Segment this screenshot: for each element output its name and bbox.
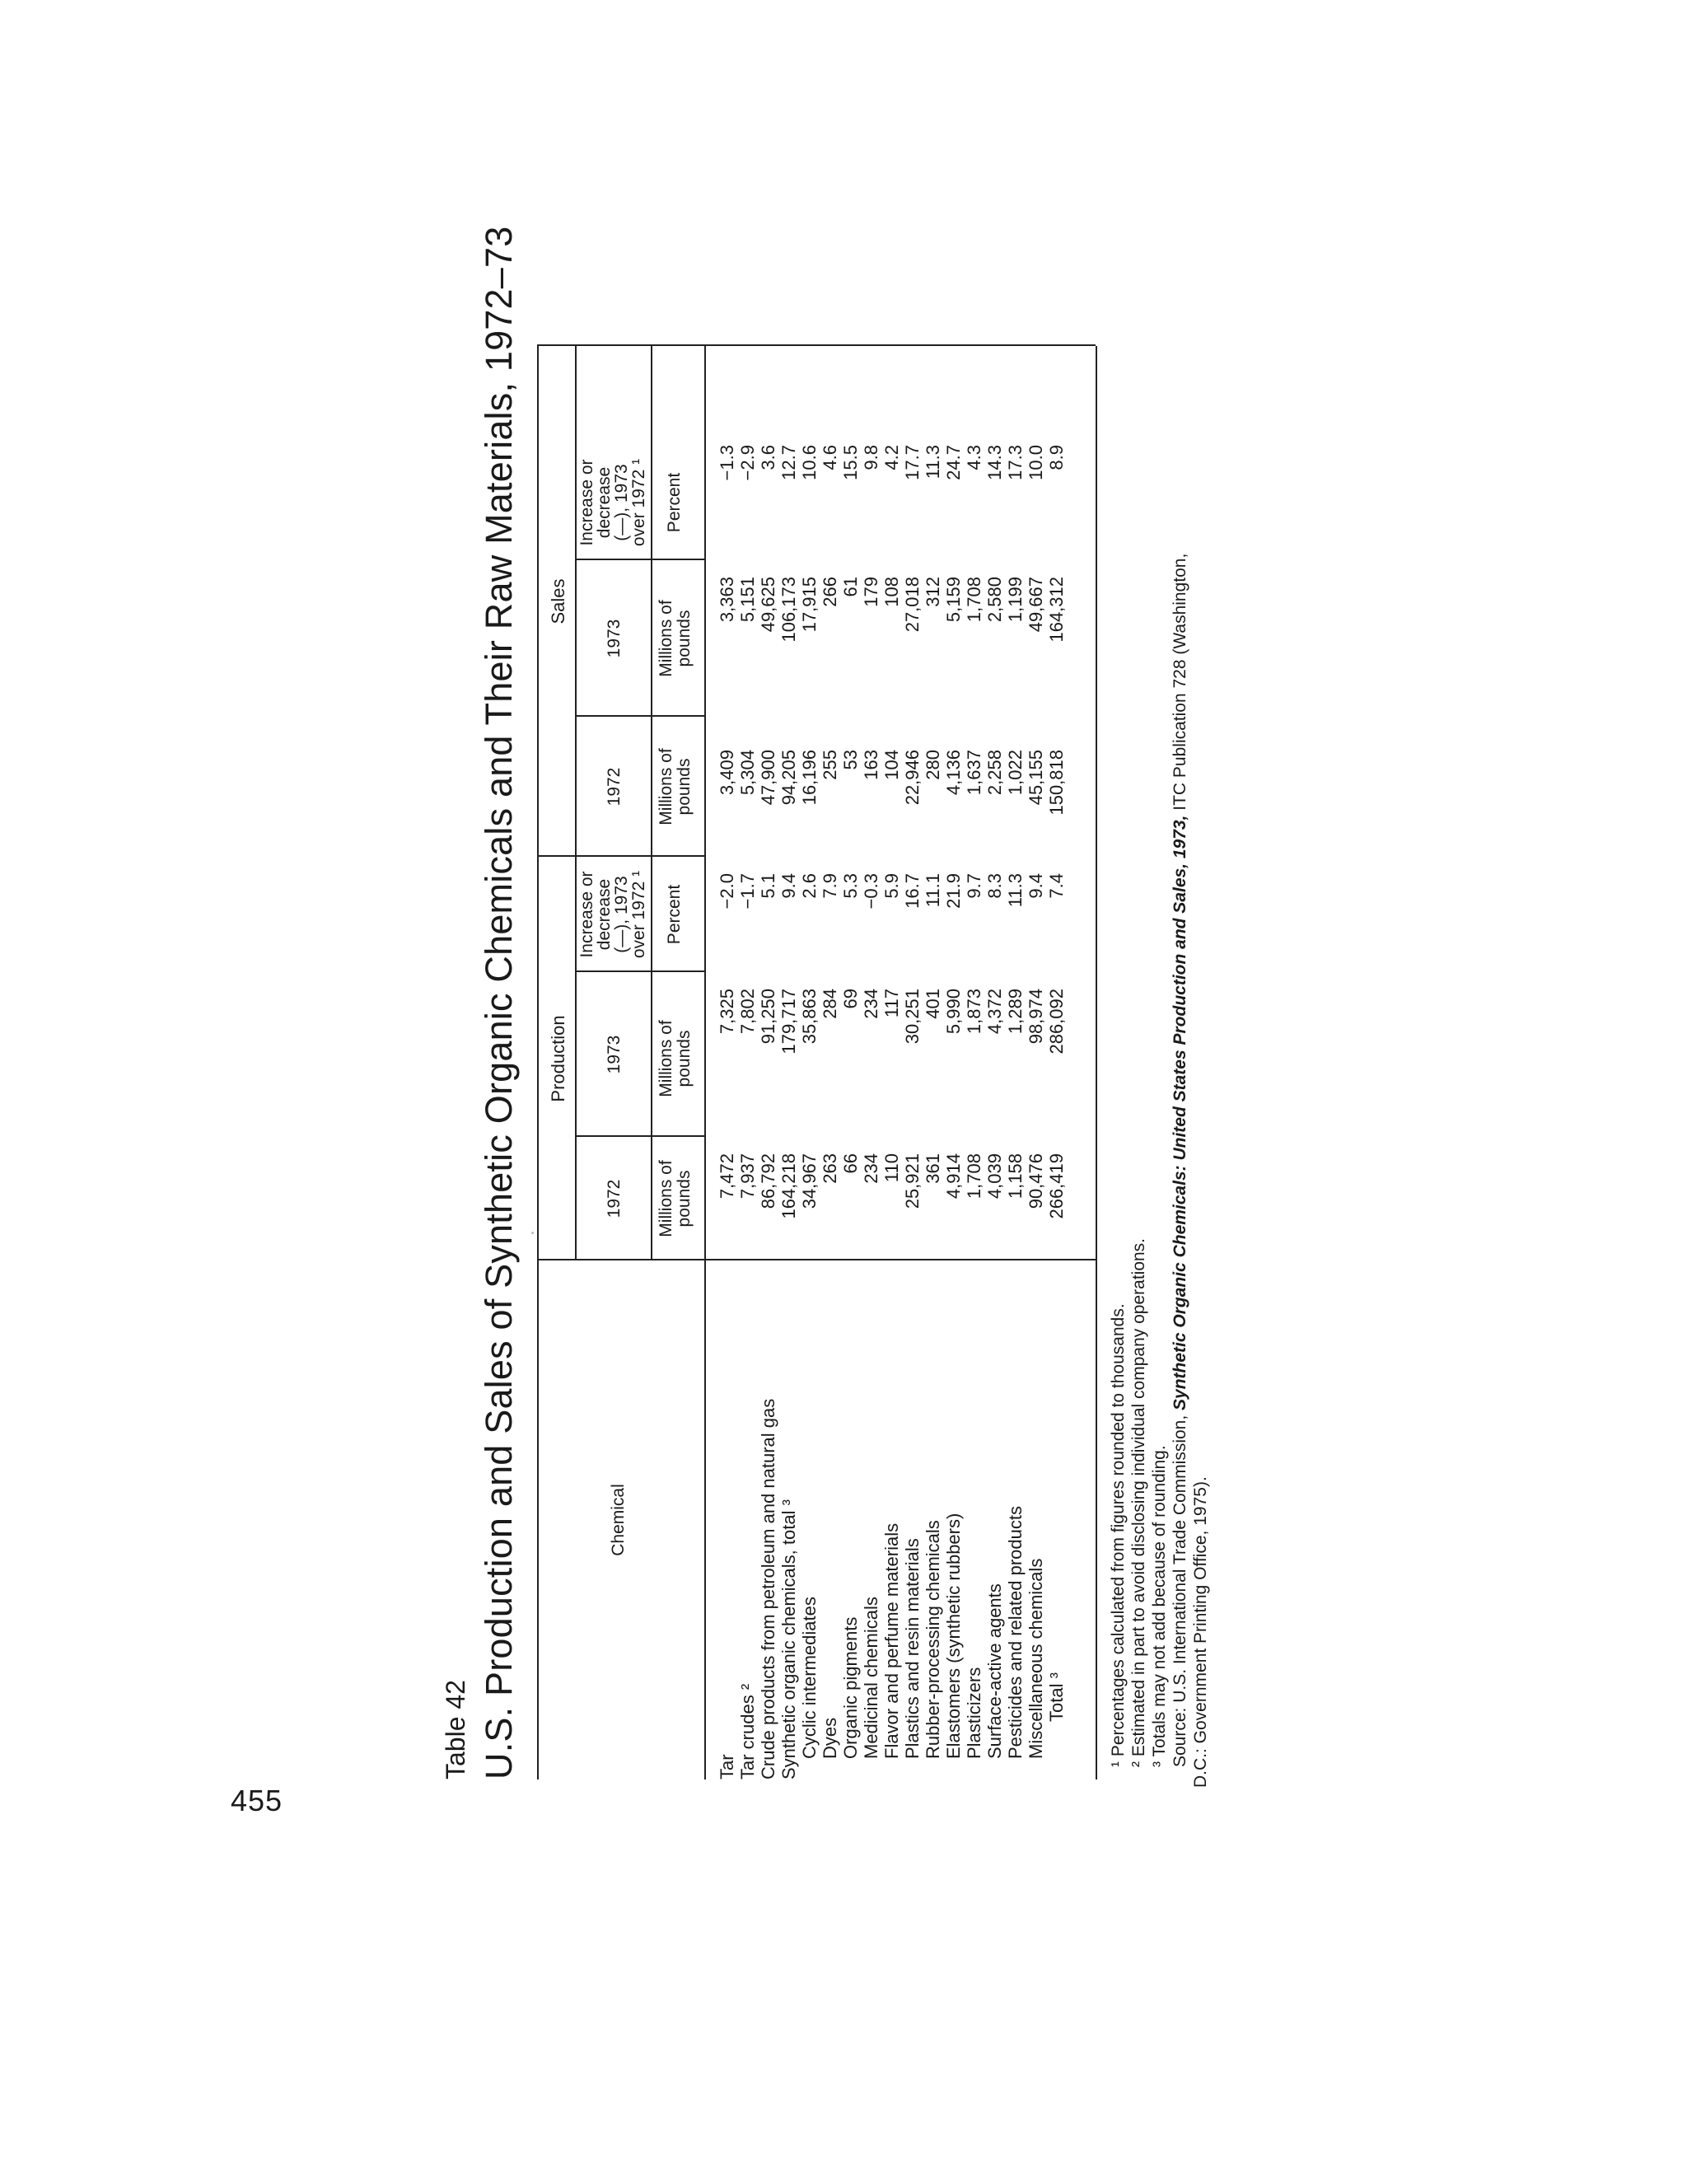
sales-percent-cell: 17.3 xyxy=(1005,445,1026,480)
unit-sales-1973: Millions of pounds xyxy=(657,600,694,677)
header-prod-1972: 1972 xyxy=(605,1179,624,1218)
row-chemical-name: Plastics and resin materials xyxy=(902,1538,923,1759)
row-chemical-name: Miscellaneous chemicals xyxy=(1026,1558,1046,1759)
prod-1973-cell: 98,974 xyxy=(1026,989,1046,1045)
sales-1973-cell: 266 xyxy=(820,577,840,607)
sales-percent-cell: 11.3 xyxy=(923,445,943,479)
sales-percent-cell: 12.7 xyxy=(778,445,799,480)
sales-1972-cell: 150,818 xyxy=(1046,750,1067,816)
sales-percent-cell: 24.7 xyxy=(943,445,964,480)
prod-percent-cell: 11.1 xyxy=(923,873,943,908)
prod-1972-cell: 34,967 xyxy=(799,1153,820,1209)
row-chemical-name: Synthetic organic chemicals, total ³ xyxy=(778,1499,799,1779)
prod-1973-cell: 91,250 xyxy=(758,989,778,1045)
prod-percent-cell: 5.9 xyxy=(881,873,902,899)
footnotes xyxy=(1108,334,1211,1788)
prod-1973-cell: 5,990 xyxy=(943,989,964,1035)
sales-percent-cell: 3.6 xyxy=(758,445,778,470)
prod-1973-cell: 7,802 xyxy=(737,989,758,1035)
prod-1973-cell: 401 xyxy=(923,989,943,1019)
row-chemical-name: Plasticizers xyxy=(964,1667,984,1759)
table-row xyxy=(984,346,1005,1779)
prod-1972-cell: 90,476 xyxy=(1026,1153,1046,1209)
table-row xyxy=(1026,346,1046,1779)
sales-1972-cell: 45,155 xyxy=(1026,750,1046,806)
sales-1972-cell: 94,205 xyxy=(778,750,799,806)
unit-sales-1972: Millions of pounds xyxy=(657,748,694,825)
sales-percent-cell: −1.3 xyxy=(717,445,737,481)
unit-prod-1973: Millions of pounds xyxy=(657,1020,694,1097)
header-sales: Sales xyxy=(548,578,568,624)
prod-1973-cell: 234 xyxy=(861,989,881,1019)
source-prefix: Source: U.S. International Trade Commission, xyxy=(1171,1410,1189,1767)
prod-percent-cell: 9.7 xyxy=(964,873,984,899)
sales-1972-cell: 1,022 xyxy=(1005,750,1026,796)
page-number: 455 xyxy=(231,1784,283,1817)
footnote-2: ² Estimated in part to avoid disclosing individual company operations. xyxy=(1129,1237,1148,1767)
prod-1972-cell: 361 xyxy=(923,1153,943,1184)
prod-1972-cell: 4,039 xyxy=(984,1153,1005,1200)
table-title: U.S. Production and Sales of Synthetic Organic Chemicals and Their Raw Materials, 1972–73 xyxy=(478,226,520,1779)
prod-percent-cell: −1.7 xyxy=(737,873,758,910)
prod-1973-cell: 284 xyxy=(820,989,840,1019)
row-chemical-name: Flavor and perfume materials xyxy=(881,1522,902,1759)
divider-2 xyxy=(575,970,705,972)
prod-1972-cell: 234 xyxy=(861,1153,881,1184)
prod-percent-cell: 21.9 xyxy=(943,873,964,909)
table-row xyxy=(778,346,799,1779)
prod-percent-cell: 8.3 xyxy=(984,873,1005,899)
table-row xyxy=(737,346,758,1779)
prod-percent-cell: 9.4 xyxy=(1026,873,1046,899)
sales-percent-cell: 17.7 xyxy=(902,445,923,480)
row-chemical-name: Surface-active agents xyxy=(984,1583,1005,1759)
sales-percent-cell: 10.0 xyxy=(1026,445,1046,480)
sales-1972-cell: 163 xyxy=(861,750,881,780)
sales-percent-cell: 14.3 xyxy=(984,445,1005,480)
subheader-rule xyxy=(651,346,652,1260)
table-row xyxy=(861,346,881,1779)
sales-1972-cell: 2,258 xyxy=(984,750,1005,796)
sales-1972-cell: 4,136 xyxy=(943,750,964,796)
unit-sales-percent: Percent xyxy=(665,472,684,533)
bottom-rule xyxy=(1096,346,1097,1779)
prod-percent-cell: 5.3 xyxy=(840,873,861,899)
row-chemical-name: Pesticides and related products xyxy=(1005,1506,1026,1759)
prod-1972-cell: 1,708 xyxy=(964,1153,984,1200)
unit-prod-percent: Percent xyxy=(665,884,684,945)
table-row xyxy=(902,346,923,1779)
prod-1973-cell: 69 xyxy=(840,989,861,1009)
sales-1973-cell: 5,159 xyxy=(943,577,964,623)
rotated-page-content xyxy=(428,226,1318,1788)
sales-1973-cell: 3,363 xyxy=(717,577,737,623)
sales-1973-cell: 17,915 xyxy=(799,577,820,633)
sales-1972-cell: 5,304 xyxy=(737,750,758,796)
row-chemical-name: Crude products from petroleum and natural gas xyxy=(758,1398,778,1779)
prod-percent-cell: 5.1 xyxy=(758,873,778,899)
scan-speck xyxy=(531,1232,534,1234)
sales-percent-cell: 4.2 xyxy=(881,445,902,470)
table-row xyxy=(820,346,840,1779)
table-label: Table 42 xyxy=(441,1680,470,1779)
unit-prod-1972: Millions of pounds xyxy=(657,1160,694,1237)
prod-1973-cell: 1,873 xyxy=(964,989,984,1035)
sales-1973-cell: 27,018 xyxy=(902,577,923,633)
table-row xyxy=(758,346,778,1779)
prod-1973-cell: 1,289 xyxy=(1005,989,1026,1035)
header-sales-1972: 1972 xyxy=(605,767,624,807)
table-row xyxy=(717,346,737,1779)
prod-1973-cell: 7,325 xyxy=(717,989,737,1035)
prod-1972-cell: 86,792 xyxy=(758,1153,778,1209)
sales-percent-cell: 10.6 xyxy=(799,445,820,480)
sales-percent-cell: 9.8 xyxy=(861,445,881,470)
prod-percent-cell: −2.0 xyxy=(717,873,737,910)
row-chemical-name: Organic pigments xyxy=(840,1616,861,1759)
table-row xyxy=(964,346,984,1779)
prod-percent-cell: −0.3 xyxy=(861,873,881,910)
sales-1973-cell: 1,199 xyxy=(1005,577,1026,623)
table-row xyxy=(1046,346,1067,1779)
prod-percent-cell: 2.6 xyxy=(799,873,820,899)
sales-1972-cell: 3,409 xyxy=(717,750,737,796)
table-row xyxy=(943,346,964,1779)
prod-1973-cell: 35,863 xyxy=(799,989,820,1045)
prod-1973-cell: 286,092 xyxy=(1046,989,1067,1055)
prod-1973-cell: 179,717 xyxy=(778,989,799,1055)
prod-percent-cell: 9.4 xyxy=(778,873,799,899)
sales-1973-cell: 49,667 xyxy=(1026,577,1046,633)
prod-percent-cell: 11.3 xyxy=(1005,873,1026,908)
sales-1973-cell: 5,151 xyxy=(737,577,758,623)
sales-1972-cell: 22,946 xyxy=(902,750,923,806)
table-body xyxy=(717,346,1067,1779)
sales-1973-cell: 164,312 xyxy=(1046,577,1067,643)
source-suffix: ITC Publication 728 (Washington, xyxy=(1171,553,1189,816)
sales-1972-cell: 47,900 xyxy=(758,750,778,806)
sales-1972-cell: 280 xyxy=(923,750,943,780)
sales-percent-cell: 4.6 xyxy=(820,445,840,470)
prod-1972-cell: 1,158 xyxy=(1005,1153,1026,1200)
prod-1972-cell: 66 xyxy=(840,1153,861,1174)
row-chemical-name: Rubber-processing chemicals xyxy=(923,1520,943,1759)
prod-1972-cell: 4,914 xyxy=(943,1153,964,1200)
row-chemical-name: Medicinal chemicals xyxy=(861,1597,881,1759)
divider-4 xyxy=(575,559,705,560)
sales-1973-cell: 1,708 xyxy=(964,577,984,623)
row-chemical-name: Cyclic intermediates xyxy=(799,1597,820,1759)
header-chemical: Chemical xyxy=(609,1484,628,1556)
row-chemical-name: Dyes xyxy=(820,1717,840,1759)
header-bottom-rule xyxy=(704,346,706,1779)
prod-1972-cell: 164,218 xyxy=(778,1153,799,1219)
sales-1973-cell: 106,173 xyxy=(778,577,799,643)
sales-percent-cell: 8.9 xyxy=(1046,445,1067,470)
sales-1973-cell: 61 xyxy=(840,577,861,597)
prod-1972-cell: 25,921 xyxy=(902,1153,923,1209)
footnote-1: ¹ Percentages calculated from figures rounded to thousands. xyxy=(1109,1303,1128,1767)
sales-1972-cell: 16,196 xyxy=(799,750,820,806)
row-chemical-name: Tar crudes ² xyxy=(737,1683,758,1779)
prod-1972-cell: 110 xyxy=(881,1153,902,1183)
prod-1972-cell: 266,419 xyxy=(1046,1153,1067,1219)
sales-1973-cell: 2,580 xyxy=(984,577,1005,623)
header-prod-increase: Increase or decrease (—), 1973 over 1972 ¹ xyxy=(577,870,648,959)
sales-1972-cell: 104 xyxy=(881,750,902,780)
prod-1972-cell: 263 xyxy=(820,1153,840,1184)
footnote-3: ³ Totals may not add because of rounding. xyxy=(1150,1445,1169,1767)
row-chemical-name: Elastomers (synthetic rubbers) xyxy=(943,1513,964,1759)
header-production: Production xyxy=(548,1015,568,1102)
header-sales-1973: 1973 xyxy=(605,619,624,658)
prod-1973-cell: 30,251 xyxy=(902,989,923,1045)
source-title: Synthetic Organic Chemicals: United States Production and Sales, 1973, xyxy=(1171,815,1189,1410)
sales-1973-cell: 312 xyxy=(923,577,943,607)
prod-percent-cell: 7.4 xyxy=(1046,873,1067,899)
sales-percent-cell: 15.5 xyxy=(840,445,861,480)
table-row xyxy=(881,346,902,1779)
row-chemical-name: Total ³ xyxy=(1046,1672,1067,1722)
row-chemical-name: Tar xyxy=(717,1754,737,1779)
top-rule xyxy=(537,346,539,1779)
header-sales-increase: Increase or decrease (—), 1973 over 1972 ¹ xyxy=(577,458,648,547)
sales-1973-cell: 108 xyxy=(881,577,902,607)
sales-percent-cell: −2.9 xyxy=(737,445,758,481)
table-row xyxy=(799,346,820,1779)
prod-1972-cell: 7,937 xyxy=(737,1153,758,1200)
header-prod-1973: 1973 xyxy=(605,1035,624,1074)
sales-1972-cell: 1,637 xyxy=(964,750,984,796)
prod-percent-cell: 16.7 xyxy=(902,873,923,909)
sales-1973-cell: 179 xyxy=(861,577,881,607)
sales-percent-cell: 4.3 xyxy=(964,445,984,470)
sales-1972-cell: 255 xyxy=(820,750,840,780)
table-row xyxy=(1005,346,1026,1779)
divider-3 xyxy=(575,715,705,717)
sales-1972-cell: 53 xyxy=(840,750,861,770)
table-row xyxy=(840,346,861,1779)
source-line xyxy=(1170,334,1190,1767)
source-line-2: D.C.: Government Printing Office, 1975). xyxy=(1191,1476,1210,1788)
sales-1973-cell: 49,625 xyxy=(758,577,778,633)
prod-1972-cell: 7,472 xyxy=(717,1153,737,1200)
prod-percent-cell: 7.9 xyxy=(820,873,840,899)
prod-1973-cell: 4,372 xyxy=(984,989,1005,1035)
prod-1973-cell: 117 xyxy=(881,989,902,1018)
group-rule xyxy=(575,346,577,1260)
table-row xyxy=(923,346,943,1779)
